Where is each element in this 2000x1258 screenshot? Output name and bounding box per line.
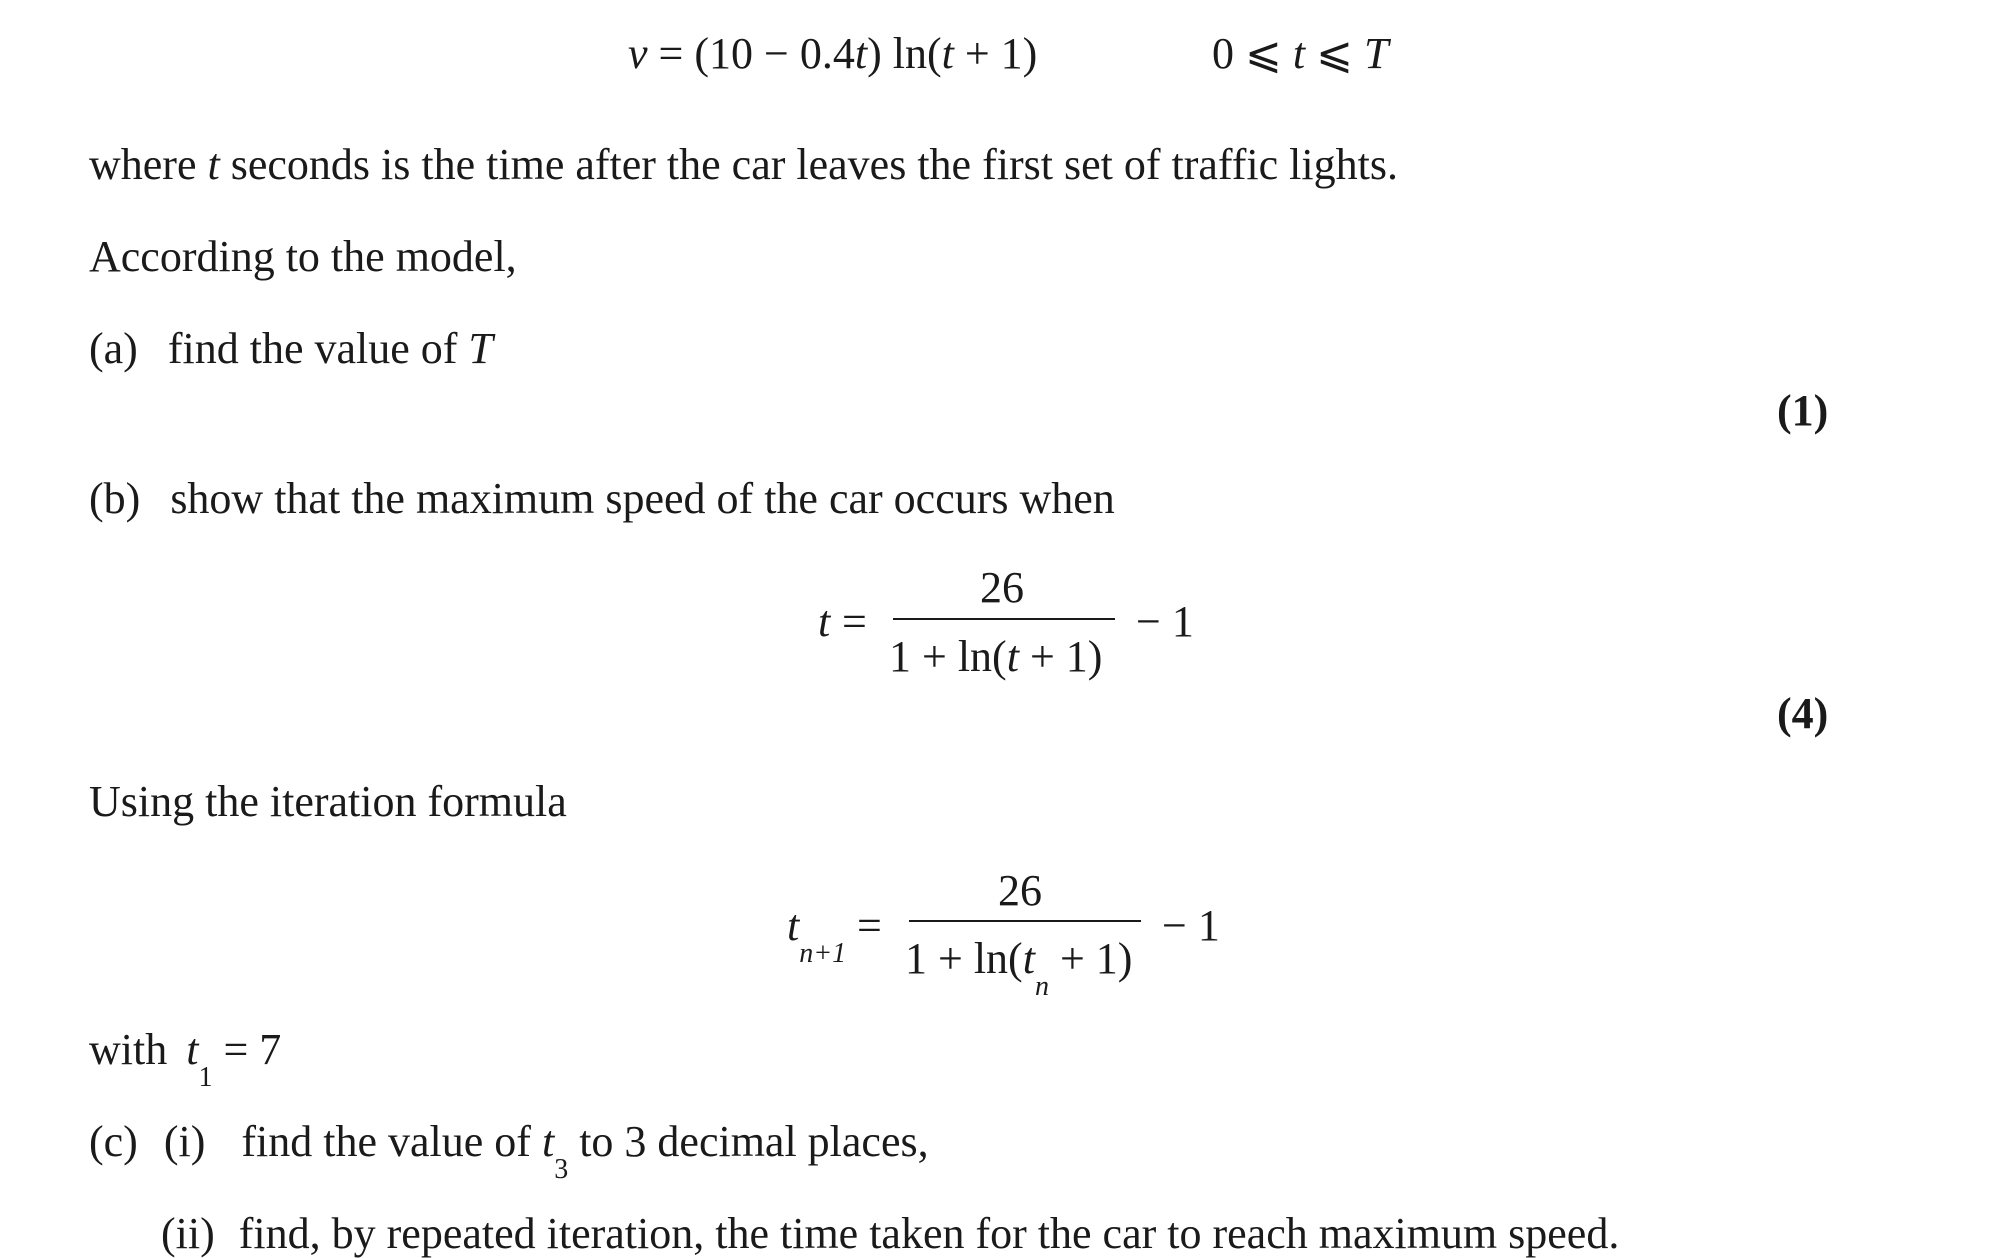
- part-c-i-label: (i): [163, 1117, 206, 1166]
- domain-left: 0 ⩽: [1212, 29, 1293, 78]
- marks-a: (1): [1777, 386, 1829, 435]
- where-post: seconds is the time after the car leaves the first set of traffic lights.: [219, 140, 1398, 189]
- var-t: t: [787, 901, 800, 950]
- iteration-numerator: 26: [998, 866, 1042, 915]
- iteration-minus-one: − 1: [1162, 901, 1220, 950]
- var-t: t: [186, 1025, 199, 1074]
- var-T: T: [468, 324, 493, 373]
- iteration-fraction-line: [909, 920, 1141, 922]
- var-t: t: [854, 29, 868, 78]
- den-pre: 1 + ln(: [889, 632, 1007, 681]
- part-b-label: (b): [89, 474, 141, 523]
- formula-b-numerator: 26: [980, 563, 1024, 612]
- with-pre: with: [89, 1025, 179, 1074]
- with-post: = 7: [212, 1025, 282, 1074]
- part-c-i-pre: find the value of: [241, 1117, 542, 1166]
- var-t: t: [207, 140, 220, 189]
- part-b: [89, 474, 1115, 523]
- formula-b-lhs: t: [818, 597, 831, 646]
- subscript-3: 3: [554, 1154, 569, 1185]
- equation-domain: [1212, 29, 1389, 78]
- part-c-ii-label: (ii): [161, 1209, 215, 1258]
- var-v: v: [628, 29, 648, 78]
- formula-b-minus-one: − 1: [1136, 597, 1194, 646]
- part-c-i-post: to 3 decimal places,: [568, 1117, 929, 1166]
- var-t: t: [541, 1117, 555, 1166]
- subscript-n-plus-1: n+1: [799, 938, 847, 969]
- where-pre: where: [89, 140, 208, 189]
- line-using: Using the iteration formula: [89, 777, 567, 826]
- formula-b-denominator: [889, 632, 1103, 681]
- formula-b-fraction-line: [893, 618, 1115, 620]
- line-where: [89, 140, 1398, 189]
- part-a-text: find the value of: [167, 324, 469, 373]
- part-b-text: show that the maximum speed of the car occurs when: [170, 474, 1115, 523]
- var-t: t: [941, 29, 954, 78]
- var-t: t: [1292, 29, 1306, 78]
- marks-b: (4): [1777, 689, 1829, 738]
- var-t: t: [1022, 934, 1035, 983]
- domain-mid: ⩽: [1305, 29, 1364, 78]
- equals-sign: =: [658, 29, 684, 78]
- den-pre: 1 + ln(: [905, 934, 1023, 983]
- subscript-n: n: [1034, 971, 1049, 1002]
- formula-b-equals: =: [842, 597, 867, 646]
- iteration-lhs: [787, 901, 847, 969]
- var-t: t: [1006, 632, 1019, 681]
- equation-rhs-close: ) ln(: [867, 29, 942, 78]
- line-according: According to the model,: [89, 232, 517, 281]
- part-a: [89, 324, 493, 373]
- part-c-ii: [161, 1209, 1620, 1258]
- iteration-denominator: [905, 934, 1133, 1002]
- part-c-i: [89, 1117, 929, 1185]
- subscript-1: 1: [198, 1062, 213, 1093]
- equation-rhs-open: (10 − 0.4: [694, 29, 855, 78]
- part-a-label: (a): [89, 324, 138, 373]
- part-c-ii-text: find, by repeated iteration, the time taken for the car to reach maximum speed.: [238, 1209, 1620, 1258]
- model-equation: [628, 29, 1038, 78]
- equation-rhs-end: + 1): [953, 29, 1038, 78]
- line-with: [89, 1025, 282, 1093]
- den-post: + 1): [1018, 632, 1103, 681]
- den-post: + 1): [1048, 934, 1133, 983]
- part-c-label: (c): [89, 1117, 138, 1166]
- iteration-equals: =: [857, 901, 882, 950]
- var-T: T: [1363, 29, 1389, 78]
